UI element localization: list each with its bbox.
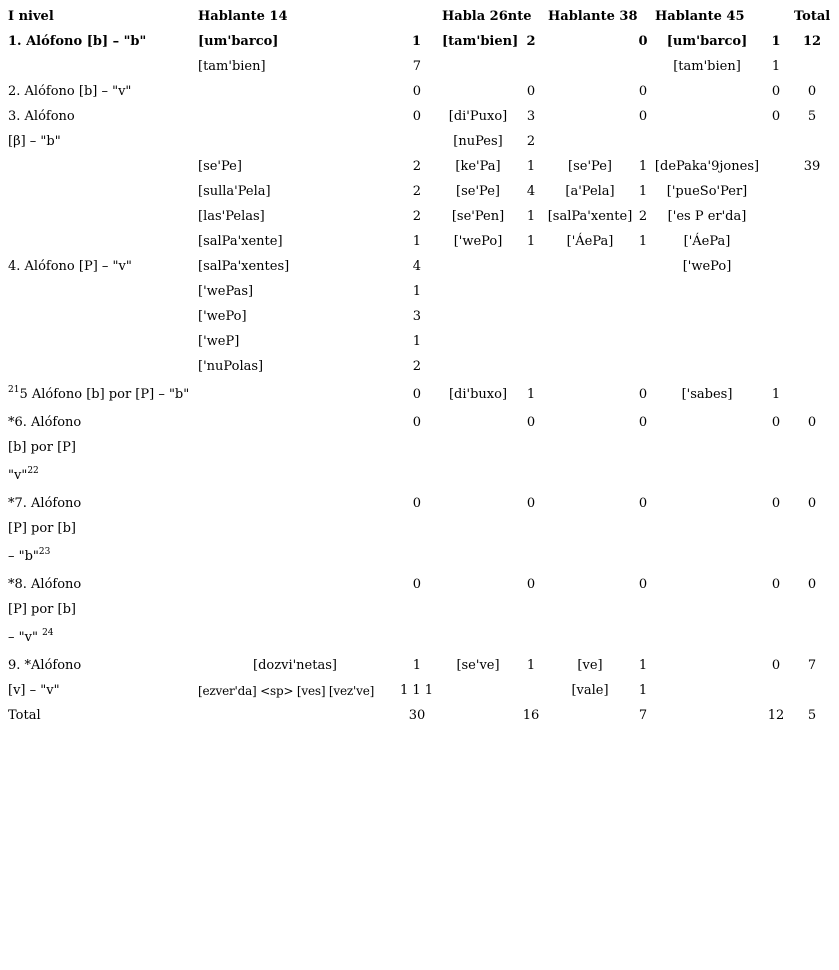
h14-word: ['weP] xyxy=(198,334,240,349)
h38-count: 1 xyxy=(638,683,648,698)
h14-count: 4 xyxy=(412,259,421,274)
h26-word: [di'Puxo] xyxy=(448,109,508,124)
h14-word: [se'Pe] xyxy=(198,159,242,174)
h45-count: 0 xyxy=(771,109,781,124)
h14-count: 1 xyxy=(411,34,421,49)
h26-count: 0 xyxy=(526,415,536,430)
h38-count: 0 xyxy=(638,577,648,592)
total-count: 39 xyxy=(803,159,821,174)
h14-count: 0 xyxy=(412,387,421,402)
h14-count: 0 xyxy=(412,109,421,124)
h14-count: 0 xyxy=(412,577,421,592)
h45-word: ['wePo] xyxy=(682,259,732,274)
h26-count: 0 xyxy=(526,84,536,99)
h26-count: 0 xyxy=(526,577,536,592)
h38-word: [vale] xyxy=(571,683,609,698)
h14-word: [salPa'xente] xyxy=(198,234,283,249)
h45-count: 0 xyxy=(771,84,781,99)
h14-count: 7 xyxy=(412,59,421,74)
h14-total: 30 xyxy=(408,708,426,723)
h26-word: [se'Pe] xyxy=(456,184,500,199)
h38-word: [a'Pela] xyxy=(565,184,615,199)
h14-count: 1 xyxy=(412,658,421,673)
h14-word: ['nuPolas] xyxy=(198,359,264,374)
footnote-ref: 23 xyxy=(38,547,51,557)
h14-word: [dozvi'netas] xyxy=(253,658,337,673)
row-label: [v] – "v" xyxy=(8,683,60,698)
h38-word: [ve] xyxy=(577,658,603,673)
h26-word: ['wePo] xyxy=(453,234,503,249)
h26-count: 1 xyxy=(526,159,536,174)
total-count: 7 xyxy=(807,658,817,673)
h38-count: 1 xyxy=(638,184,648,199)
header-speaker-38: Hablante 38 xyxy=(548,9,638,24)
h38-count: 0 xyxy=(638,496,648,511)
row-label: [b] por [P] xyxy=(8,440,76,455)
total-count: 5 xyxy=(807,109,817,124)
h26-count: 1 xyxy=(526,209,536,224)
row-label: $^{21}$5 Alófono [b] por [P] – "b" xyxy=(8,385,190,402)
h26-count: 0 xyxy=(526,496,536,511)
total-count: 0 xyxy=(807,415,817,430)
h38-count: 1 xyxy=(638,159,648,174)
h14-count: 2 xyxy=(412,159,421,174)
h45-count: 0 xyxy=(771,658,781,673)
h26-word: [tam'bien] xyxy=(442,34,519,49)
h14-count: 2 xyxy=(412,209,421,224)
h14-count: 2 xyxy=(412,184,421,199)
h38-count: 1 xyxy=(638,234,648,249)
h38-count: 0 xyxy=(638,109,648,124)
h14-word: [um'barco] xyxy=(198,34,279,49)
h45-word: ['ÁePa] xyxy=(683,234,731,249)
h26-total: 16 xyxy=(522,708,540,723)
h45-word: [dePaka'9jones] xyxy=(654,159,760,174)
header-level: I nivel xyxy=(8,9,54,24)
h45-word: ['es P er'da] xyxy=(667,209,747,224)
total-count: 0 xyxy=(807,84,817,99)
row-label: – "b"$^{23}$ xyxy=(8,547,51,564)
header-total: Total xyxy=(794,9,831,24)
h26-count: 3 xyxy=(526,109,536,124)
h14-word: [tam'bien] xyxy=(198,59,266,74)
h14-count: 0 xyxy=(412,496,421,511)
h26-word: [se've] xyxy=(456,658,500,673)
h14-word: ['wePas] xyxy=(198,284,254,299)
h26-count: 1 xyxy=(526,234,536,249)
row-label: 9. *Alófono xyxy=(8,658,82,673)
footnote-ref: 21 xyxy=(8,385,20,395)
h45-total: 12 xyxy=(767,708,785,723)
header-speaker-26: Habla 26nte xyxy=(442,9,532,24)
h38-total: 7 xyxy=(638,708,648,723)
total-count: 0 xyxy=(807,577,817,592)
h45-word: ['sabes] xyxy=(681,387,733,402)
h14-word: [sulla'Pela] xyxy=(198,184,271,199)
h26-count: 2 xyxy=(526,134,536,149)
h14-count: 0 xyxy=(412,415,421,430)
h14-word: ['wePo] xyxy=(198,309,247,324)
h45-count: 0 xyxy=(771,415,781,430)
h38-word: ['ÁePa] xyxy=(566,234,614,249)
h26-word: [ke'Pa] xyxy=(455,159,501,174)
h45-count: 0 xyxy=(771,577,781,592)
h14-count: 0 xyxy=(412,84,421,99)
total-label: Total xyxy=(8,708,41,723)
h45-word: [tam'bien] xyxy=(673,59,741,74)
h14-word: [las'Pelas] xyxy=(198,209,265,224)
h14-count: 1 1 1 xyxy=(400,683,434,698)
h14-count: 1 xyxy=(412,334,421,349)
h14-word: [salPa'xentes] xyxy=(198,259,290,274)
footnote-ref: 24 xyxy=(42,628,54,638)
row-label: – "v" $^{24}$ xyxy=(8,628,54,645)
row-label: 1. Alófono [b] – "b" xyxy=(8,34,147,49)
h38-count: 0 xyxy=(638,34,648,49)
h14-word: [ezver'da] <sp> [ves] [vez've] xyxy=(198,684,375,698)
row-label: [P] por [b] xyxy=(8,602,76,617)
h26-word: [di'buxo] xyxy=(448,387,508,402)
h45-word: ['pueSo'Per] xyxy=(666,184,748,199)
h26-count: 1 xyxy=(526,658,536,673)
row-label: *6. Alófono xyxy=(8,415,82,430)
h14-count: 3 xyxy=(412,309,421,324)
row-label: *8. Alófono xyxy=(8,577,82,592)
total-count: 0 xyxy=(807,496,817,511)
h45-word: [um'barco] xyxy=(666,34,748,49)
row-label: [β] – "b" xyxy=(8,134,61,149)
total-count: 12 xyxy=(802,34,822,49)
h26-word: [nuPes] xyxy=(453,134,503,149)
row-label: 4. Alófono [P] – "v" xyxy=(8,259,132,274)
row-label: *7. Alófono xyxy=(8,496,82,511)
h26-word: [se'Pen] xyxy=(451,209,505,224)
h14-count: 1 xyxy=(412,284,421,299)
grand-total: 5 xyxy=(807,708,817,723)
h26-count: 1 xyxy=(526,387,536,402)
h38-count: 2 xyxy=(638,209,648,224)
row-label: 3. Alófono xyxy=(8,109,75,124)
h45-count: 1 xyxy=(771,387,781,402)
row-label: "v"$^{22}$ xyxy=(8,466,39,483)
h45-count: 0 xyxy=(771,496,781,511)
h38-count: 0 xyxy=(638,84,648,99)
h45-count: 1 xyxy=(771,34,781,49)
h26-count: 4 xyxy=(526,184,536,199)
h38-word: [salPa'xente] xyxy=(547,209,633,224)
h38-count: 0 xyxy=(638,415,648,430)
row-label: [P] por [b] xyxy=(8,521,76,536)
h38-count: 0 xyxy=(638,387,648,402)
h26-count: 2 xyxy=(526,34,536,49)
h38-word: [se'Pe] xyxy=(568,159,612,174)
header-speaker-45: Hablante 45 xyxy=(655,9,745,24)
footnote-ref: 22 xyxy=(27,466,39,476)
row-label: 2. Alófono [b] – "v" xyxy=(8,84,132,99)
h45-count: 1 xyxy=(771,59,781,74)
header-speaker-14: Hablante 14 xyxy=(198,9,288,24)
h38-count: 1 xyxy=(638,658,648,673)
h14-count: 2 xyxy=(412,359,421,374)
h14-count: 1 xyxy=(412,234,421,249)
